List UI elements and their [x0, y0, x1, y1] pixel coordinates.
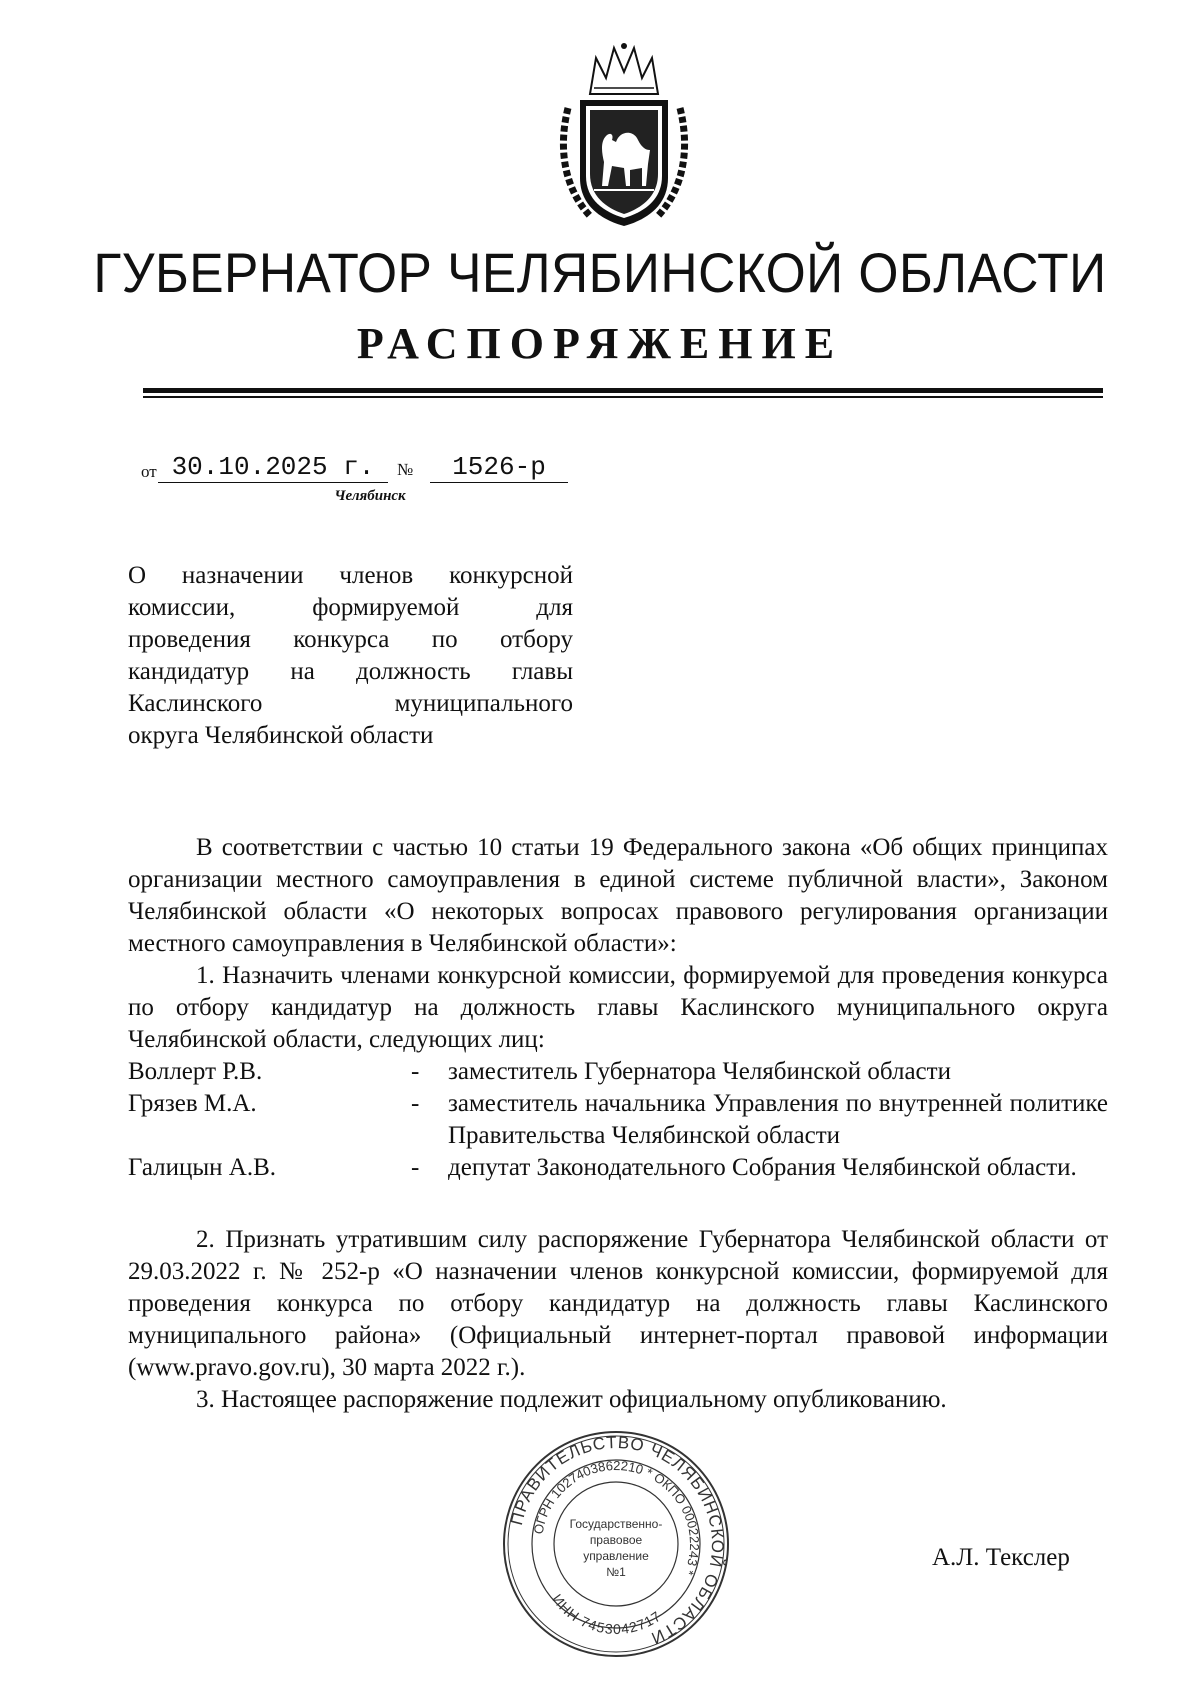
subject-line: О назначении членов конкурсной: [128, 562, 573, 589]
member-name: Грязев М.А.: [128, 1090, 257, 1117]
number-label: №: [397, 460, 414, 479]
stamp-center-line: правовое: [589, 1533, 643, 1547]
preamble-paragraph: [128, 832, 1108, 960]
member-position: заместитель Губернатора Челябинской области: [448, 1058, 951, 1085]
stamp-outer-text: ПРАВИТЕЛЬСТВО ЧЕЛЯБИНСКОЙ ОБЛАСТИ: [506, 1432, 728, 1648]
commission-members-list: [128, 1056, 1108, 1184]
document-subject: [128, 560, 573, 752]
subject-line: округа Челябинской области: [128, 722, 434, 749]
official-seal-stamp: [500, 1428, 732, 1660]
member-dash: -: [411, 1090, 420, 1117]
document-number: 1526-р: [430, 452, 568, 483]
item-2-paragraph: [128, 1224, 1108, 1384]
stamp-ogrn-text: ОГРН 1027403862210 * ОКПО 00022243 *: [530, 1457, 703, 1578]
item-3-text: 3. Настоящее распоряжение подлежит официальному опубликованию.: [196, 1386, 947, 1413]
item-2-text: 2. Признать утратившим силу распоряжение Губернатора Челябинской области от 29.03.2022 г. № 252-р «О назначении членов конкурсной комиссии, формируемой для проведения конкурса по отбору кандидатур на должность главы Каслинского муниципального района» (Официальный интернет-портал правовой информации (www.pravo.gov.ru), 30 марта 2022 г.).: [128, 1226, 1108, 1381]
subject-line: Каслинского муниципального: [128, 690, 573, 717]
member-name: Воллерт Р.В.: [128, 1058, 263, 1085]
subject-line: кандидатур на должность главы: [128, 658, 573, 685]
coat-of-arms-emblem: [550, 38, 698, 230]
issuing-authority-title: ГУБЕРНАТОР ЧЕЛЯБИНСКОЙ ОБЛАСТИ: [93, 241, 1107, 304]
member-row: [128, 1088, 1108, 1152]
subject-line: комиссии, формируемой для: [128, 594, 573, 621]
member-row: [128, 1056, 1108, 1088]
header-divider-thick: [143, 388, 1103, 393]
member-dash: -: [411, 1058, 420, 1085]
document-date: 30.10.2025 г.: [158, 452, 388, 483]
item-1-paragraph: [128, 960, 1108, 1056]
member-row: [128, 1152, 1108, 1184]
member-name: Галицын А.В.: [128, 1154, 277, 1181]
document-type-title: РАСПОРЯЖЕНИЕ: [356, 319, 844, 368]
subject-line: проведения конкурса по отбору: [128, 626, 573, 653]
place-of-issue: Челябинск: [334, 488, 406, 504]
stamp-center-line: управление: [583, 1549, 649, 1563]
preamble-text: В соответствии с частью 10 статьи 19 Федерального закона «Об общих принципах организации местного самоуправления в единой системе публичной власти», Законом Челябинской области «О некоторых вопросах правового регулирования организации местного самоуправления в Челябинской области»:: [128, 834, 1108, 957]
stamp-center-line: №1: [606, 1565, 626, 1579]
header-divider-thin: [143, 396, 1103, 398]
member-dash: -: [411, 1154, 420, 1181]
member-position: заместитель начальника Управления по внутренней политике Правительства Челябинской области: [448, 1090, 1108, 1149]
member-position: депутат Законодательного Собрания Челябинской области.: [448, 1154, 1077, 1181]
signer-name: А.Л. Текслер: [932, 1544, 1070, 1571]
stamp-center-line: Государственно-: [569, 1517, 663, 1531]
item-3-paragraph: [128, 1384, 1108, 1416]
stamp-inn-text: ИНН 7453042717: [549, 1591, 665, 1638]
date-label: от: [141, 462, 157, 481]
item-1-text: 1. Назначить членами конкурсной комиссии, формируемой для проведения конкурса по отбору кандидатур на должность главы Каслинского муниципального округа Челябинской области, следующих лиц:: [128, 962, 1108, 1053]
